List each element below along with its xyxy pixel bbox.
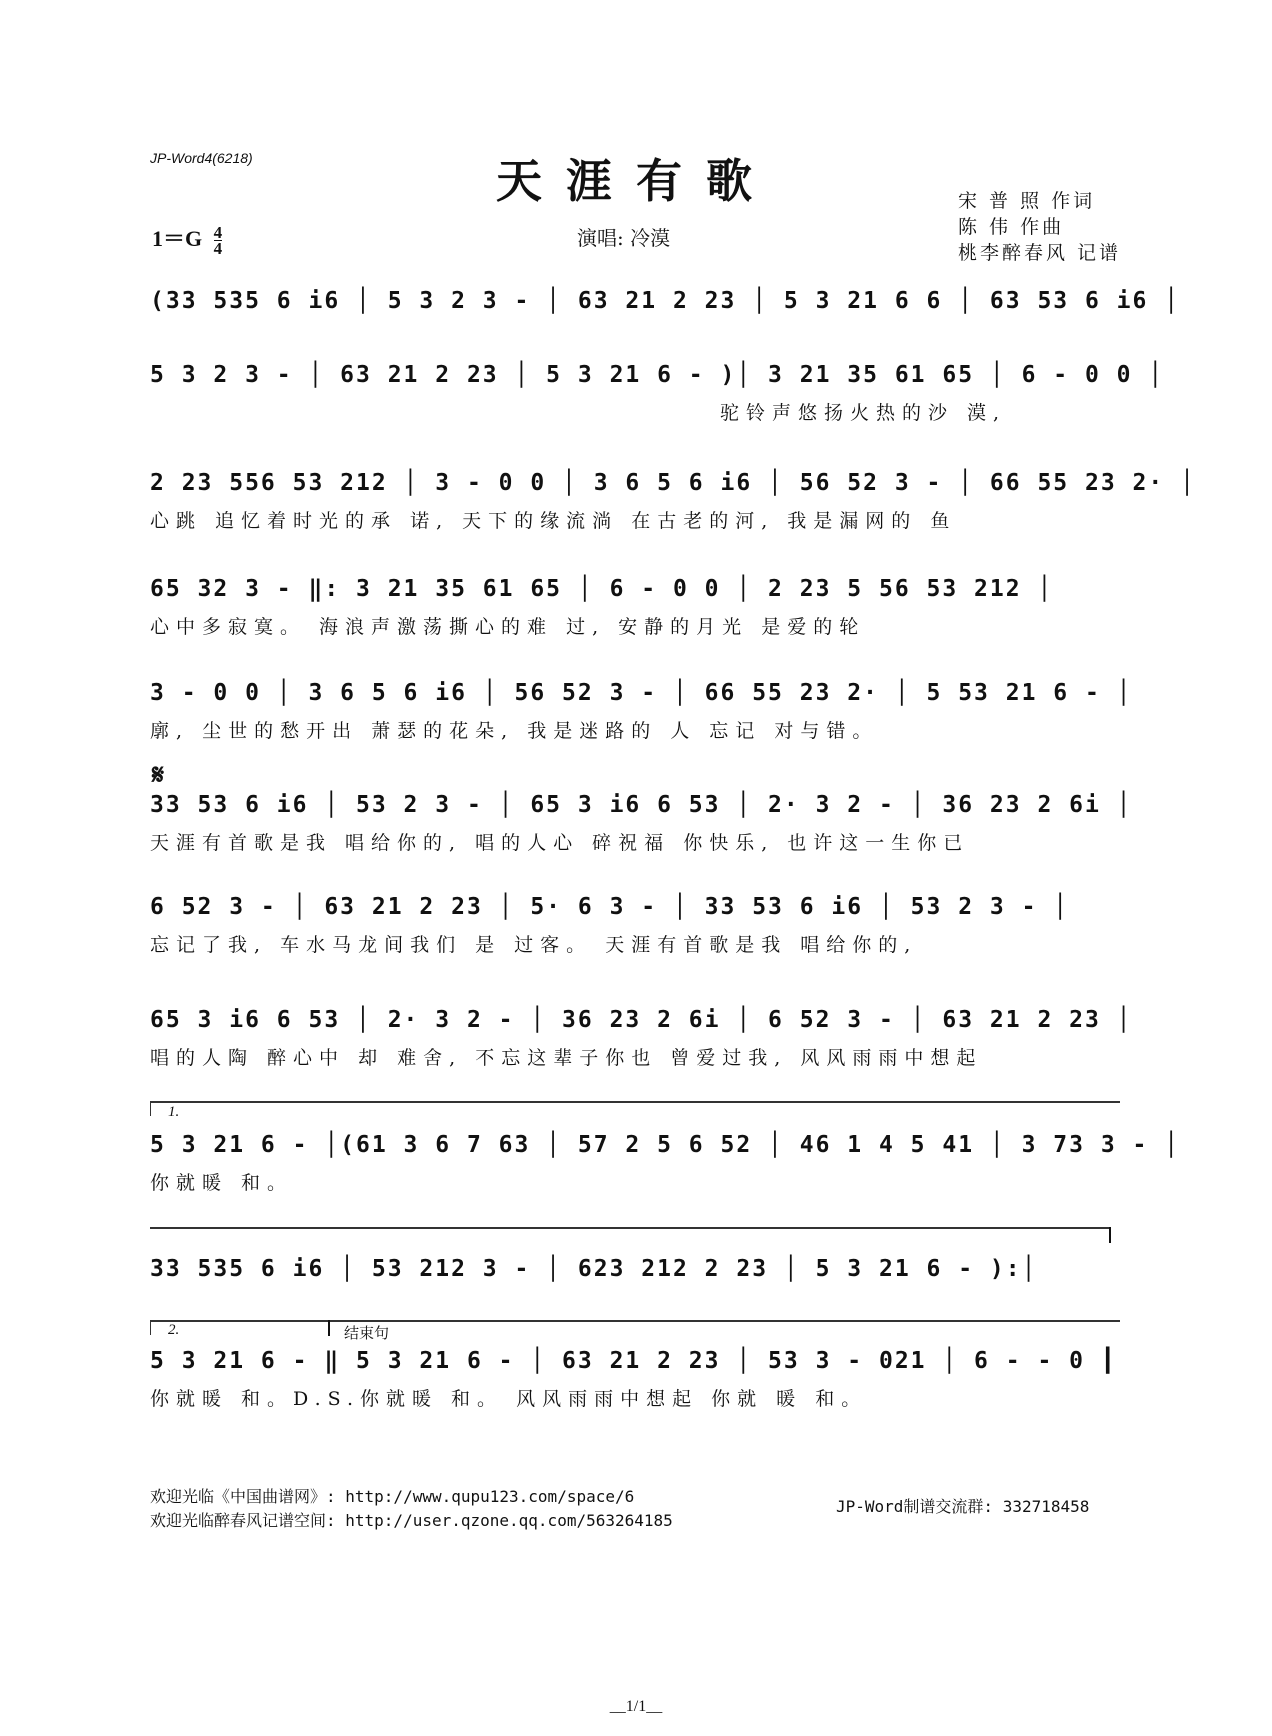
lyric-line-7: 忘记了我, 车水马龙间我们 是 过客。 天涯有首歌是我 唱给你的,	[150, 934, 918, 956]
lyric-line-6: 天涯有首歌是我 唱给你的, 唱的人心 碎祝福 你快乐, 也许这一生你已	[150, 832, 970, 854]
notation-line-3: 2 23 556 53 212 │ 3 - 0 0 │ 3 6 5 6 i6 │ 56 52 3 - │ 66 55 23 2· │	[150, 470, 1196, 496]
lyricist-credit: 宋 普 照 作词	[958, 190, 1096, 212]
time-signature-bottom: 4	[213, 239, 223, 259]
ending-1-label: 1.	[168, 1104, 180, 1120]
footer-link-qupu[interactable]: 欢迎光临《中国曲谱网》: http://www.qupu123.com/space/6	[150, 1487, 635, 1506]
notation-line-6: 33 53 6 i6 │ 53 2 3 - │ 65 3 i6 6 53 │ 2· 3 2 - │ 36 23 2 6i │	[150, 792, 1133, 818]
time-signature-top: 4	[213, 223, 223, 243]
repeat-section-bracket-end	[1109, 1227, 1111, 1243]
time-signature	[213, 223, 223, 259]
coda-bracket-start	[328, 1320, 330, 1336]
singer-credit: 演唱: 冷漠	[577, 226, 671, 250]
footer-group-number: JP-Word制谱交流群: 332718458	[836, 1497, 1090, 1516]
notation-line-9: 5 3 21 6 - │(61 3 6 7 63 │ 57 2 5 6 52 │ 46 1 4 5 41 │ 3 73 3 - │	[150, 1132, 1181, 1158]
lyric-line-9: 你就暖 和。	[150, 1172, 294, 1194]
lyric-line-3: 心跳 追忆着时光的承 诺, 天下的缘流淌 在古老的河, 我是漏网的 鱼	[150, 510, 957, 532]
notation-line-11: 5 3 21 6 - ‖ 5 3 21 6 - │ 63 21 2 23 │ 53 3 - 021 │ 6 - - 0 ┃	[150, 1348, 1117, 1374]
notation-line-1: (33 535 6 i6 │ 5 3 2 3 - │ 63 21 2 23 │ 5 3 21 6 6 │ 63 53 6 i6 │	[150, 288, 1181, 314]
transcriber-credit: 桃李醉春风 记谱	[958, 242, 1122, 264]
ending-1-bracket-hook	[150, 1101, 151, 1116]
notation-line-4: 65 32 3 - ‖: 3 21 35 61 65 │ 6 - 0 0 │ 2 23 5 56 53 212 │	[150, 576, 1054, 602]
coda-label: 结束句	[344, 1324, 390, 1342]
ending-2-label: 2.	[168, 1322, 180, 1338]
lyric-line-2: 驼铃声悠扬火热的沙 漠,	[720, 402, 1007, 424]
segno-sign: 𝄋	[152, 758, 165, 791]
software-tag: JP-Word4(6218)	[150, 150, 253, 166]
ending-1-bracket	[150, 1101, 1120, 1103]
ending-2-bracket	[150, 1320, 1120, 1322]
song-title: 天涯有歌	[496, 154, 776, 208]
page-number: __1/1__	[609, 1698, 663, 1715]
lyric-line-8: 唱的人陶 醉心中 却 难舍, 不忘这辈子你也 曾爱过我, 风风雨雨中想起	[150, 1047, 983, 1069]
key-label: 1＝G	[152, 226, 203, 251]
lyric-line-5: 廓, 尘世的愁开出 萧瑟的花朵, 我是迷路的 人 忘记 对与错。	[150, 720, 879, 742]
composer-credit: 陈 伟 作曲	[958, 216, 1065, 238]
notation-line-5: 3 - 0 0 │ 3 6 5 6 i6 │ 56 52 3 - │ 66 55 23 2· │ 5 53 21 6 - │	[150, 680, 1133, 706]
ending-2-bracket-hook	[150, 1320, 151, 1335]
footer-link-qzone[interactable]: 欢迎光临醉春风记谱空间: http://user.qzone.qq.com/563264185	[150, 1511, 673, 1530]
lyric-line-11: 你就暖 和。D.S.你就暖 和。 风风雨雨中想起 你就 暖 和。	[150, 1388, 868, 1410]
key-signature	[152, 222, 223, 259]
notation-line-8: 65 3 i6 6 53 │ 2· 3 2 - │ 36 23 2 6i │ 6 52 3 - │ 63 21 2 23 │	[150, 1007, 1133, 1033]
notation-line-2: 5 3 2 3 - │ 63 21 2 23 │ 5 3 21 6 - )│ 3 21 35 61 65 │ 6 - 0 0 │	[150, 362, 1165, 388]
repeat-section-bracket	[150, 1227, 1110, 1229]
notation-line-7: 6 52 3 - │ 63 21 2 23 │ 5· 6 3 - │ 33 53 6 i6 │ 53 2 3 - │	[150, 894, 1070, 920]
notation-line-10: 33 535 6 i6 │ 53 212 3 - │ 623 212 2 23 │ 5 3 21 6 - ):│	[150, 1256, 1038, 1282]
lyric-line-4: 心中多寂寞。 海浪声激荡撕心的难 过, 安静的月光 是爱的轮	[150, 616, 866, 638]
